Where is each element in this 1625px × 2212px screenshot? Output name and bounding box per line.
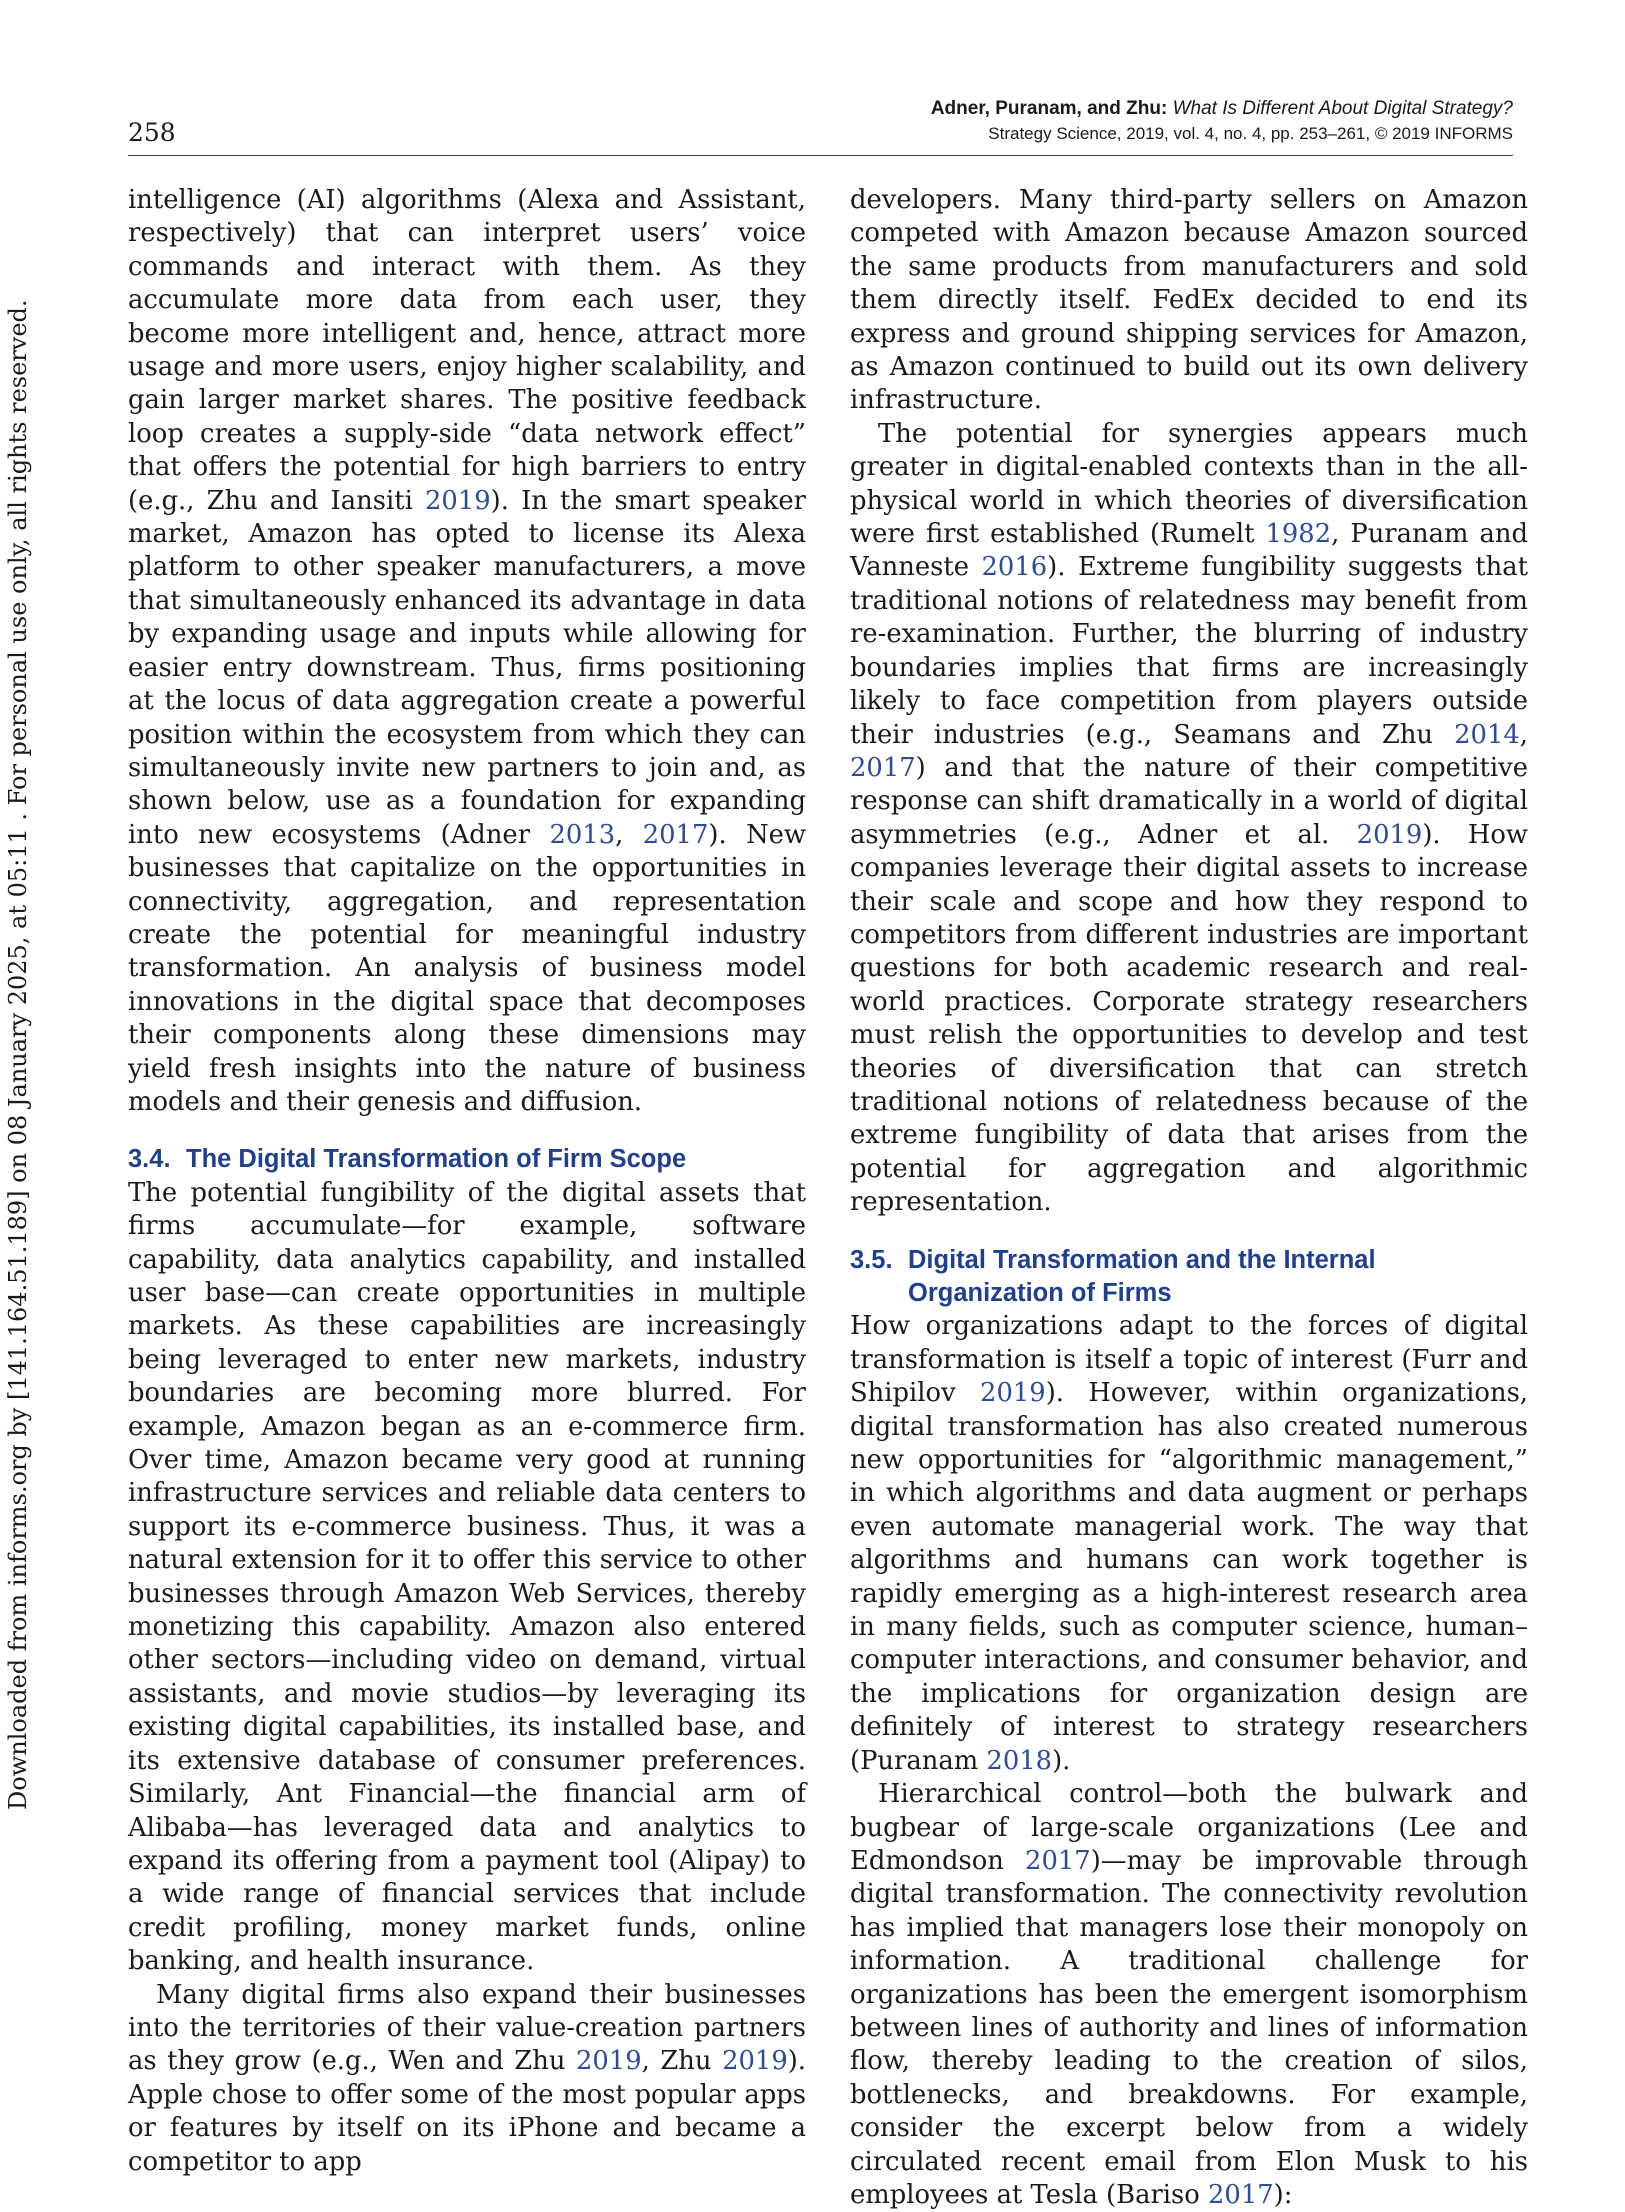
left-column xyxy=(128,184,806,2179)
citation-link[interactable]: 2013 xyxy=(549,819,616,850)
download-notice: Downloaded from informs.org by [141.164.51.189] on 08 January 2025, at 05:11 . For personal use only, all rights reserved. xyxy=(4,299,32,1810)
running-header xyxy=(931,98,1513,144)
citation-link[interactable]: 2019 xyxy=(722,2046,788,2077)
authors-text: Adner, Puranam, and Zhu: xyxy=(930,98,1168,119)
right-paragraph-3: How organizations adapt to the forces of digital transformation is itself a topic of interest (Furr and Shipilov 2019). However, within organizations, digital transformation has also created numerous new opportunities for “algorithmic management,” in which algorithms and data augment or perhaps even automate managerial work. The way that algorithms and humans can work together is rapidly emerging as a high-interest research area in many fields, such as computer science, human–computer interactions, and consumer behavior, and the implications for organization design are definitely of interest to strategy researchers (Puranam 2018). xyxy=(850,1311,1529,1776)
citation-link[interactable]: 2019 xyxy=(1356,819,1423,850)
section-heading-3-4: 3.4. The Digital Transformation of Firm Scope xyxy=(128,1145,687,1174)
citation-link[interactable]: 2017 xyxy=(642,819,709,850)
right-column xyxy=(850,184,1528,2212)
citation-link[interactable]: 2019 xyxy=(425,485,491,516)
left-paragraph-3: Many digital firms also expand their businesses into the territories of their value-creation partners as they grow (e.g., Wen and Zhu 2019, Zhu 2019). Apple chose to offer some of the most popular apps or features by itself on its iPhone and became a competitor to app xyxy=(128,1979,806,2177)
citation-link[interactable]: 2019 xyxy=(576,2046,642,2077)
citation-link[interactable]: 2017 xyxy=(1025,1845,1091,1876)
right-paragraph-4: Hierarchical control—both the bulwark and bugbear of large-scale organizations (Lee and Edmondson 2017)—may be improvable through digital transformation. The connectivity revolution has implied that managers lose their monopoly on information. A traditional challenge for organizations has been the emergent isomorphism between lines of authority and lines of information flow, thereby leading to the creation of silos, bottlenecks, and breakdowns. For example, consider the excerpt below from a widely circulated recent email from Elon Musk to his employees at Tesla (Bariso 2017): xyxy=(850,1779,1528,2210)
right-paragraph-1: developers. Many third-party sellers on Amazon competed with Amazon because Amazon sourced the same products from manufacturers and sold them directly itself. FedEx decided to end its express and ground shipping services for Amazon, as Amazon continued to build out its own delivery infrastructure. xyxy=(850,185,1528,416)
left-paragraph-1: intelligence (AI) algorithms (Alexa and Assistant, respectively) that can interpret users’ voice commands and interact with them. As they accumulate more data from each user, they become more intelligent and, hence, attract more usage and more users, enjoy higher scalability, and gain larger market shares. The positive feedback loop creates a supply-side “data network effect” that offers the potential for high barriers to entry (e.g., Zhu and Iansiti 2019). In the smart speaker market, Amazon has opted to license its Alexa platform to other speaker manufacturers, a move that simultaneously enhanced its advantage in data by expanding usage and inputs while allowing for easier entry downstream. Thus, firms positioning at the locus of data aggregation create a powerful position within the ecosystem from which they can simultaneously invite new partners to join and, as shown below, use as a foundation for expanding into new ecosystems (Adner 2013, 2017). New businesses that capitalize on the opportunities in connectivity, aggregation, and representation create the potential for meaningful industry transformation. An analysis of business model innovations in the digital space that decomposes their components along these dimensions may yield fresh insights into the nature of business models and their genesis and diffusion. xyxy=(128,185,807,1117)
article-title: What Is Different About Digital Strategy? xyxy=(1172,98,1513,119)
journal-citation: Strategy Science, 2019, vol. 4, no. 4, pp. 253–261, © 2019 INFORMS xyxy=(988,124,1513,143)
right-paragraph-2: The potential for synergies appears much greater in digital-enabled contexts than in the all-physical world in which theories of diversification were first established (Rumelt 1982, Puranam and Vanneste 2016). Extreme fungibility suggests that traditional notions of relatedness may benefit from re-examination. Further, the blurring of industry boundaries implies that firms are increasingly likely to face competition from players outside their industries (e.g., Seamans and Zhu 2014, 2017) and that the nature of their competitive response can shift dramatically in a world of digital asymmetries (e.g., Adner et al. 2019). How companies leverage their digital assets to increase their scale and scope and how they respond to competitors from different industries are important questions for both academic research and real-world practices. Corporate strategy researchers must relish the opportunities to develop and test theories of diversification that can stretch traditional notions of relatedness because of the extreme fungibility of data that arises from the potential for aggregation and algorithmic representation. xyxy=(850,418,1528,1218)
section-heading-3-5: 3.5. Digital Transformation and the Internal Organization of Firms xyxy=(850,1245,1376,1307)
header-rule xyxy=(128,155,1513,156)
citation-link[interactable]: 2018 xyxy=(986,1745,1053,1776)
citation-link[interactable]: 2017 xyxy=(850,752,916,783)
citation-link[interactable]: 1982 xyxy=(1265,519,1332,550)
citation-link[interactable]: 2016 xyxy=(981,552,1048,583)
citation-link[interactable]: 2017 xyxy=(1208,2179,1274,2210)
citation-link[interactable]: 2019 xyxy=(980,1378,1046,1409)
header-authors xyxy=(931,98,1513,120)
page-number: 258 xyxy=(128,118,176,147)
left-paragraph-2: The potential fungibility of the digital assets that firms accumulate—for example, software capability, data analytics capability, and installed user base—can create opportunities in multiple markets. As these capabilities are increasingly being leveraged to enter new markets, industry boundaries are becoming more blurred. For example, Amazon began as an e-commerce firm. Over time, Amazon became very good at running infrastructure services and reliable data centers to support its e-commerce business. Thus, it was a natural extension for it to offer this service to other businesses through Amazon Web Services, thereby monetizing this capability. Amazon also entered other sectors—including video on demand, virtual assistants, and movie studios—by leveraging its existing digital capabilities, its installed base, and its extensive database of consumer preferences. Similarly, Ant Financial—the financial arm of Alibaba—has leveraged data and analytics to expand its offering from a payment tool (Alipay) to a wide range of financial services that include credit profiling, money market funds, online banking, and health insurance. xyxy=(128,1177,806,1977)
citation-link[interactable]: 2014 xyxy=(1454,719,1520,750)
